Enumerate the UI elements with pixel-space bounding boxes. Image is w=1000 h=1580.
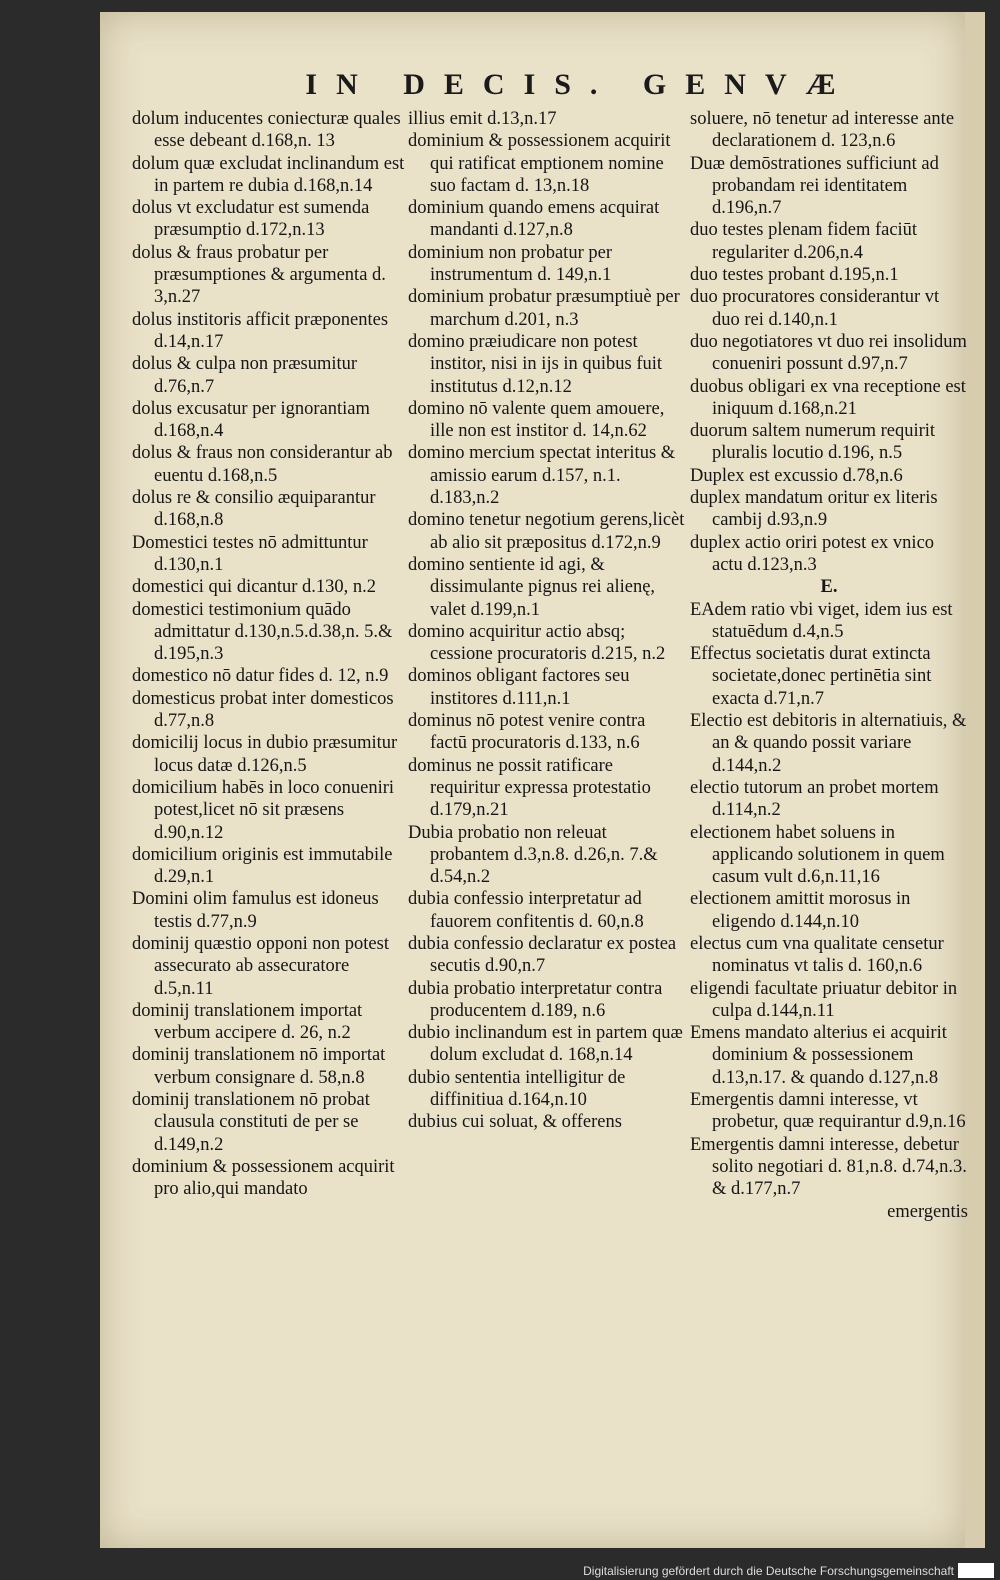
index-entry: dolus & fraus probatur per præsumptiones & argumenta d. 3,n.27	[132, 242, 386, 308]
page-edge	[965, 12, 985, 1548]
index-entry: illius emit d.13,n.17	[408, 109, 557, 129]
index-column-3	[690, 108, 968, 1223]
index-entry: electionem amittit morosus in eligendo d.144,n.10	[690, 889, 911, 932]
index-entry: domicilium originis est immutabile d.29,n.1	[132, 844, 393, 888]
index-entry: duo procuratores considerantur vt duo rei d.140,n.1	[690, 287, 940, 330]
index-entry: dolum inducentes coniecturæ quales esse debeant d.168,n. 13	[132, 109, 401, 152]
index-entry: E.	[820, 577, 838, 598]
index-entry: domino sentiente id agi, & dissimulante pignus rei alienę, valet d.199,n.1	[408, 554, 656, 620]
index-entry: Domestici testes nō admittuntur d.130,n.1	[132, 532, 368, 575]
index-entry: Emergentis damni interesse, debetur solito negotiari d. 81,n.8. d.74,n.3. & d.177,n.7	[690, 1134, 967, 1200]
index-entry: Duplex est excussio d.78,n.6	[690, 465, 903, 486]
index-entry: dolus re & consilio æquiparantur d.168,n.8	[132, 488, 376, 531]
index-entry: dominium & possessionem acquirit pro alio,qui mandato	[132, 1156, 395, 1200]
index-column-1	[132, 108, 410, 1201]
running-header: IN DECIS. GENVÆ	[305, 68, 855, 101]
index-entry: dubia probatio interpretatur contra producentem d.189, n.6	[408, 978, 663, 1021]
index-entry: domino tenetur negotium gerens,licèt ab alio sit præpositus d.172,n.9	[408, 510, 685, 553]
index-entry: electionem habet soluens in applicando solutionem in quem casum vult d.6,n.11,16	[690, 822, 945, 888]
index-column-2	[408, 108, 686, 1134]
index-entry: electus cum vna qualitate censetur nominatus vt talis d. 160,n.6	[690, 933, 944, 977]
funding-credit: Digitalisierung gefördert durch die Deutsche Forschungsgemeinschaft	[583, 1564, 954, 1578]
index-entry: dominij quæstio opponi non potest assecurato ab assecuratore d.5,n.11	[132, 933, 389, 999]
index-entry: dominos obligant factores seu institores d.111,n.1	[408, 666, 630, 709]
index-entry: dominus ne possit ratificare requiritur expressa protestatio d.179,n.21	[408, 755, 651, 821]
index-entry: dominium quando emens acquirat mandanti d.127,n.8	[408, 198, 660, 241]
index-entry: dubio inclinandum est in partem quæ dolum excludat d. 168,n.14	[408, 1023, 683, 1066]
index-entry: eligendi facultate priuatur debitor in culpa d.144,n.11	[690, 978, 958, 1021]
index-entry: dominij translationem nō importat verbum consignare d. 58,n.8	[132, 1045, 386, 1088]
index-entry: dominium non probatur per instrumentum d. 149,n.1	[408, 242, 612, 286]
index-entry: emergentis	[887, 1201, 968, 1222]
index-entry: domesticus probat inter domesticos d.77,n.8	[132, 688, 394, 732]
index-entry: domestici qui dicantur d.130, n.2	[132, 577, 377, 598]
index-entry: Duæ demōstrationes sufficiunt ad probandam rei identitatem d.196,n.7	[690, 153, 939, 219]
index-entry: domicilium habēs in loco conueniri potest,licet nō sit præsens d.90,n.12	[132, 777, 395, 843]
index-entry: dubio sententia intelligitur de diffinitiua d.164,n.10	[408, 1067, 626, 1111]
index-entry: Effectus societatis durat extincta societate,donec pertinētia sint exacta d.71,n.7	[690, 644, 932, 709]
index-entry: Emens mandato alterius ei acquirit dominium & possessionem d.13,n.17. & quando d.127,n.8	[690, 1023, 947, 1088]
index-entry: dubia confessio declaratur ex postea secutis d.90,n.7	[408, 933, 677, 977]
index-entry: domino acquiritur actio absq; cessione procuratoris d.215, n.2	[408, 621, 666, 665]
index-entry: Electio est debitoris in alternatiuis, & an & quando possit variare d.144,n.2	[690, 711, 967, 776]
index-entry: domestico nō datur fides d. 12, n.9	[132, 666, 389, 687]
index-entry: electio tutorum an probet mortem d.114,n.2	[690, 777, 939, 821]
index-entry: duorum saltem numerum requirit pluralis locutio d.196, n.5	[690, 421, 936, 464]
index-entry: dominij translationem nō probat clausula constituti de per se d.149,n.2	[132, 1090, 370, 1155]
index-entry: duo testes plenam fidem faciūt regulariter d.206,n.4	[690, 220, 918, 263]
index-entry: duo negotiatores vt duo rei insolidum conueniri possunt d.97,n.7	[690, 331, 967, 375]
index-entry: EAdem ratio vbi viget, idem ius est statuēdum d.4,n.5	[690, 599, 953, 642]
index-entry: domicilij locus in dubio præsumitur locus datæ d.126,n.5	[132, 733, 398, 776]
index-entry: dolum quæ excludat inclinandum est in partem re dubia d.168,n.14	[132, 153, 405, 196]
index-entry: dubius cui soluat, & offerens	[408, 1112, 622, 1133]
index-entry: duobus obligari ex vna receptione est iniquum d.168,n.21	[690, 376, 966, 419]
index-entry: domino nō valente quem amouere, ille non est institor d. 14,n.62	[408, 398, 665, 442]
index-entry: duo testes probant d.195,n.1	[690, 265, 899, 286]
index-entry: duplex actio oriri potest ex vnico actu d.123,n.3	[690, 532, 935, 575]
index-entry: dominus nō potest venire contra factū procuratoris d.133, n.6	[408, 711, 646, 754]
index-entry: dolus & fraus non considerantur ab euentu d.168,n.5	[132, 443, 393, 486]
index-entry: Emergentis damni interesse, vt probetur, quæ requirantur d.9,n.16	[690, 1090, 966, 1133]
index-entry: dominium probatur præsumptiuè per marchum d.201, n.3	[408, 287, 680, 330]
index-entry: soluere, nō tenetur ad interesse ante declarationem d. 123,n.6	[690, 109, 955, 152]
index-entry: dominij translationem importat verbum accipere d. 26, n.2	[132, 1000, 363, 1044]
index-entry: domino præiudicare non potest institor, nisi in ijs in quibus fuit institutus d.12,n.12	[408, 331, 663, 397]
index-entry: duplex mandatum oritur ex literis cambij d.93,n.9	[690, 488, 938, 531]
dfg-logo	[958, 1563, 994, 1578]
index-entry: dolus excusatur per ignorantiam d.168,n.4	[132, 398, 370, 442]
index-entry: dolus vt excludatur est sumenda præsumptio d.172,n.13	[132, 198, 370, 241]
index-entry: Domini olim famulus est idoneus testis d.77,n.9	[132, 889, 379, 932]
index-entry: dominium & possessionem acquirit qui ratificat emptionem nomine suo factam d. 13,n.18	[408, 131, 671, 196]
index-entry: domino mercium spectat interitus & amissio earum d.157, n.1. d.183,n.2	[408, 443, 676, 509]
index-entry: dubia confessio interpretatur ad fauorem confitentis d. 60,n.8	[408, 889, 644, 932]
index-entry: Dubia probatio non releuat probantem d.3,n.8. d.26,n. 7.& d.54,n.2	[408, 822, 658, 888]
index-entry: dolus institoris afficit præponentes d.14,n.17	[132, 309, 389, 352]
index-entry: domestici testimonium quādo admittatur d.130,n.5.d.38,n. 5.& d.195,n.3	[132, 599, 393, 665]
index-entry: dolus & culpa non præsumitur d.76,n.7	[132, 354, 358, 397]
